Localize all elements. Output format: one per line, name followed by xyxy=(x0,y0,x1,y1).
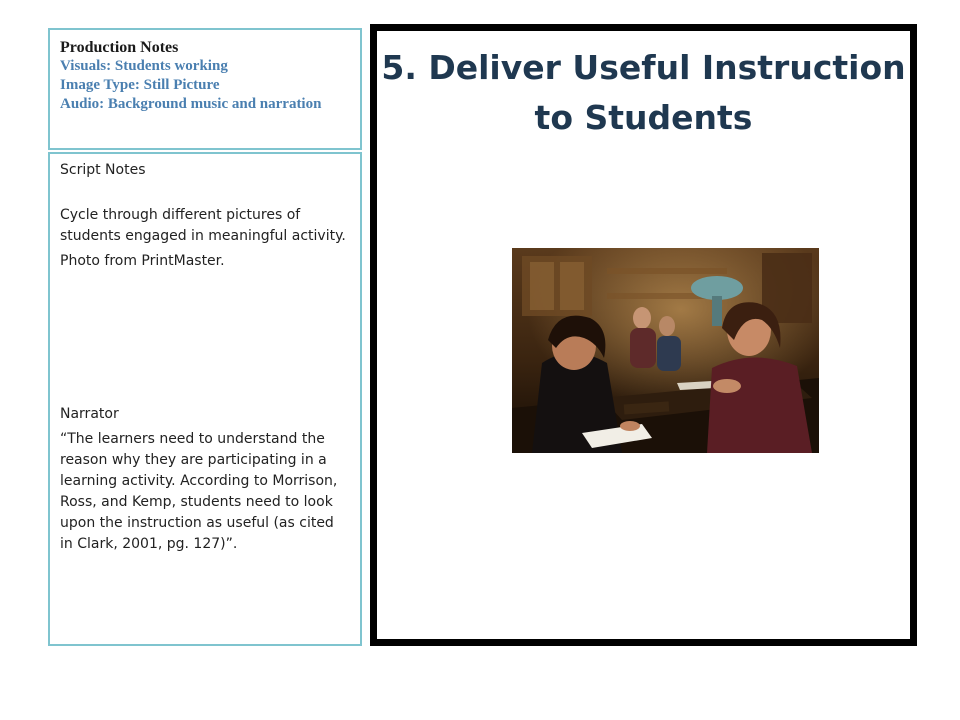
visuals-note: Visuals: Students working xyxy=(60,58,228,74)
production-notes-panel xyxy=(48,28,362,150)
narrator-text: “The learners need to understand the reason why they are participating in a learning activity. According to Morrison, Ross, and Kemp, students need to look upon the instruction as useful (as cited in Clark, 2001, pg. 127)”. xyxy=(60,431,338,552)
audio-note: Audio: Background music and narration xyxy=(60,96,322,112)
script-paragraph-2: Photo from PrintMaster. xyxy=(60,253,225,269)
narrator-heading: Narrator xyxy=(60,406,119,422)
script-notes-panel xyxy=(48,152,362,646)
slide-frame xyxy=(370,24,917,646)
production-notes-heading: Production Notes xyxy=(60,39,179,56)
students-working-photo xyxy=(512,248,819,453)
image-type-note: Image Type: Still Picture xyxy=(60,77,220,93)
script-notes-heading: Script Notes xyxy=(60,162,146,178)
slide-title: 5. Deliver Useful Instruction to Students xyxy=(381,48,906,137)
script-paragraph-1: Cycle through different pictures of students engaged in meaningful activity. xyxy=(60,207,346,244)
